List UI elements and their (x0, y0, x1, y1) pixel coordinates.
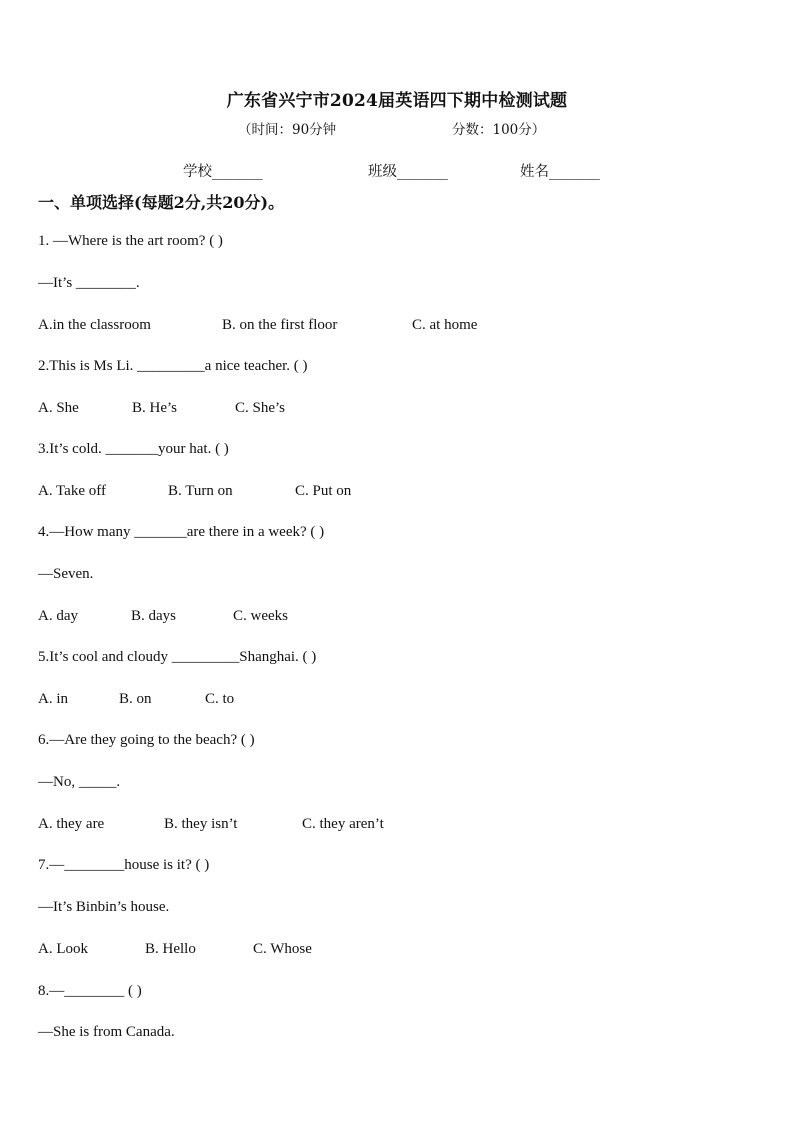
question-5-option-c: C. to (205, 691, 235, 707)
question-5-text: 5.It’s cool and cloudy _________Shanghai. ( ) (38, 649, 317, 665)
exam-time: （时间：90分钟 (238, 122, 337, 138)
question-4-option-a: A. day (38, 608, 78, 624)
question-5-option-a: A. in (38, 691, 68, 707)
question-2-option-a: A. She (38, 400, 79, 416)
question-2-option-b: B. He’s (132, 400, 177, 416)
question-3-option-b: B. Turn on (168, 483, 233, 499)
question-4-answer-line: —Seven. (38, 566, 94, 582)
question-7-option-a: A. Look (38, 941, 88, 957)
question-3-option-c: C. Put on (295, 483, 352, 499)
question-2-text: 2.This is Ms Li. _________a nice teacher. ( ) (38, 358, 308, 374)
class-field: 班级_______ (368, 164, 448, 180)
question-5-option-b: B. on (119, 691, 152, 707)
question-6-option-c: C. they aren’t (302, 816, 384, 832)
school-field: 学校_______ (183, 164, 263, 180)
question-7-text: 7.—________house is it? ( ) (38, 857, 210, 873)
question-1-option-b: B. on the first floor (222, 317, 338, 333)
question-3-text: 3.It’s cold. _______your hat. ( ) (38, 441, 229, 457)
name-field: 姓名_______ (520, 164, 600, 180)
section-title: 一、单项选择(每题2分,共20分)。 (38, 193, 285, 212)
question-8-text: 8.—________ ( ) (38, 983, 142, 999)
question-3-option-a: A. Take off (38, 483, 106, 499)
question-6-option-b: B. they isn’t (164, 816, 238, 832)
question-2-option-c: C. She’s (235, 400, 286, 416)
question-7-answer-line: —It’s Binbin’s house. (38, 899, 170, 915)
exam-score: 分数：100分） (452, 122, 546, 138)
question-1-text: 1. —Where is the art room? ( ) (38, 233, 223, 249)
question-4-option-c: C. weeks (233, 608, 288, 624)
question-7-option-c: C. Whose (253, 941, 312, 957)
question-4-text: 4.—How many _______are there in a week? ( ) (38, 524, 325, 540)
question-6-text: 6.—Are they going to the beach? ( ) (38, 732, 255, 748)
page-title: 广东省兴宁市2024届英语四下期中检测试题 (226, 91, 568, 111)
question-4-option-b: B. days (131, 608, 176, 624)
question-6-option-a: A. they are (38, 816, 105, 832)
question-8-answer-line: —She is from Canada. (38, 1024, 175, 1040)
question-1-option-c: C. at home (412, 317, 478, 333)
question-1-answer-line: —It’s ________. (38, 275, 140, 291)
question-6-answer-line: —No, _____. (38, 774, 121, 790)
question-1-option-a: A.in the classroom (38, 317, 151, 333)
question-7-option-b: B. Hello (145, 941, 196, 957)
